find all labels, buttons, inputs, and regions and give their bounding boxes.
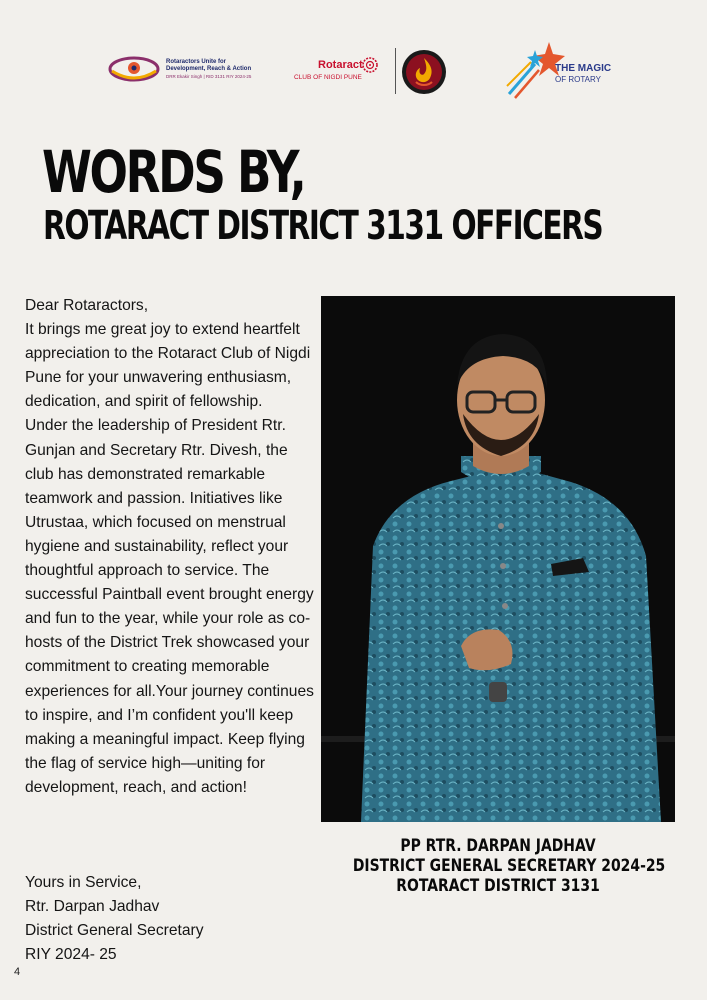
- phoenix-emblem-icon: [400, 48, 448, 96]
- header-logos: [0, 40, 707, 110]
- letter-body: [25, 294, 317, 800]
- caption-district: ROTARACT DISTRICT 3131: [396, 876, 600, 896]
- page-subtitle: ROTARACT DISTRICT 3131 OFFICERS: [43, 203, 603, 249]
- rotaract-brand: Rotaract: [318, 59, 363, 71]
- signoff-closing: Yours in Service,: [25, 874, 142, 891]
- signoff-name: Rtr. Darpan Jadhav: [25, 898, 160, 916]
- magic-of-rotary-logo: [505, 40, 615, 100]
- letter-paragraph-2: Under the leadership of President Rtr. Gunjan and Secretary Rtr. Divesh, the club has demonstrated remarkable teamwork and passion. Initiatives like Utrustaa, which focused on menstrual hygiene and sustainability, reflect your thoughtful approach to service. The successful Paintball event brought energy and fun to the year, while your role as co-hosts of the District Trek showcased your commitment to creating memorable experiences for all.Your journey continues to inspire, and I’m confident you'll keep making a meaningful impact. Keep flying the flag of service high—uniting for development, reach, and action!: [25, 417, 314, 796]
- logo1-line3: DRR Ekakir Singh | RID 3131 RIY 2024-25: [166, 73, 252, 79]
- portrait-caption: [321, 836, 675, 896]
- letter-signoff: [25, 871, 315, 967]
- logo1-line1: Rotaractors Unite for: [166, 58, 227, 65]
- magic-title: THE MAGIC: [555, 63, 612, 74]
- rotaract-club-name: CLUB OF NIGDI PUNE: [294, 74, 362, 81]
- signoff-year: RIY 2024- 25: [25, 946, 117, 964]
- caption-name: PP RTR. DARPAN JADHAV: [400, 836, 596, 856]
- caption-title: DISTRICT GENERAL SECRETARY 2024-25: [352, 856, 666, 876]
- signoff-role: District General Secretary: [25, 922, 204, 940]
- logo1-line2: Development, Reach & Action: [166, 65, 252, 72]
- magic-subtitle: OF ROTARY: [555, 75, 601, 84]
- portrait-illustration: [321, 296, 675, 822]
- page-title: WORDS BY,: [42, 138, 305, 206]
- page-number: 4: [14, 966, 21, 978]
- letter-salutation: Dear Rotaractors,: [25, 297, 149, 314]
- logo-divider: [395, 48, 396, 94]
- portrait-photo: [321, 296, 675, 822]
- rotary-wheel-icon: [362, 57, 378, 73]
- letter-paragraph-1: It brings me great joy to extend heartfelt appreciation to the Rotaract Club of Nigdi Pune for your unwavering enthusiasm, dedication, and spirit of fellowship.: [25, 321, 311, 411]
- rotaract-club-logo: [290, 46, 465, 96]
- eye-emblem-icon: [108, 55, 160, 83]
- district-theme-logo: [108, 52, 278, 86]
